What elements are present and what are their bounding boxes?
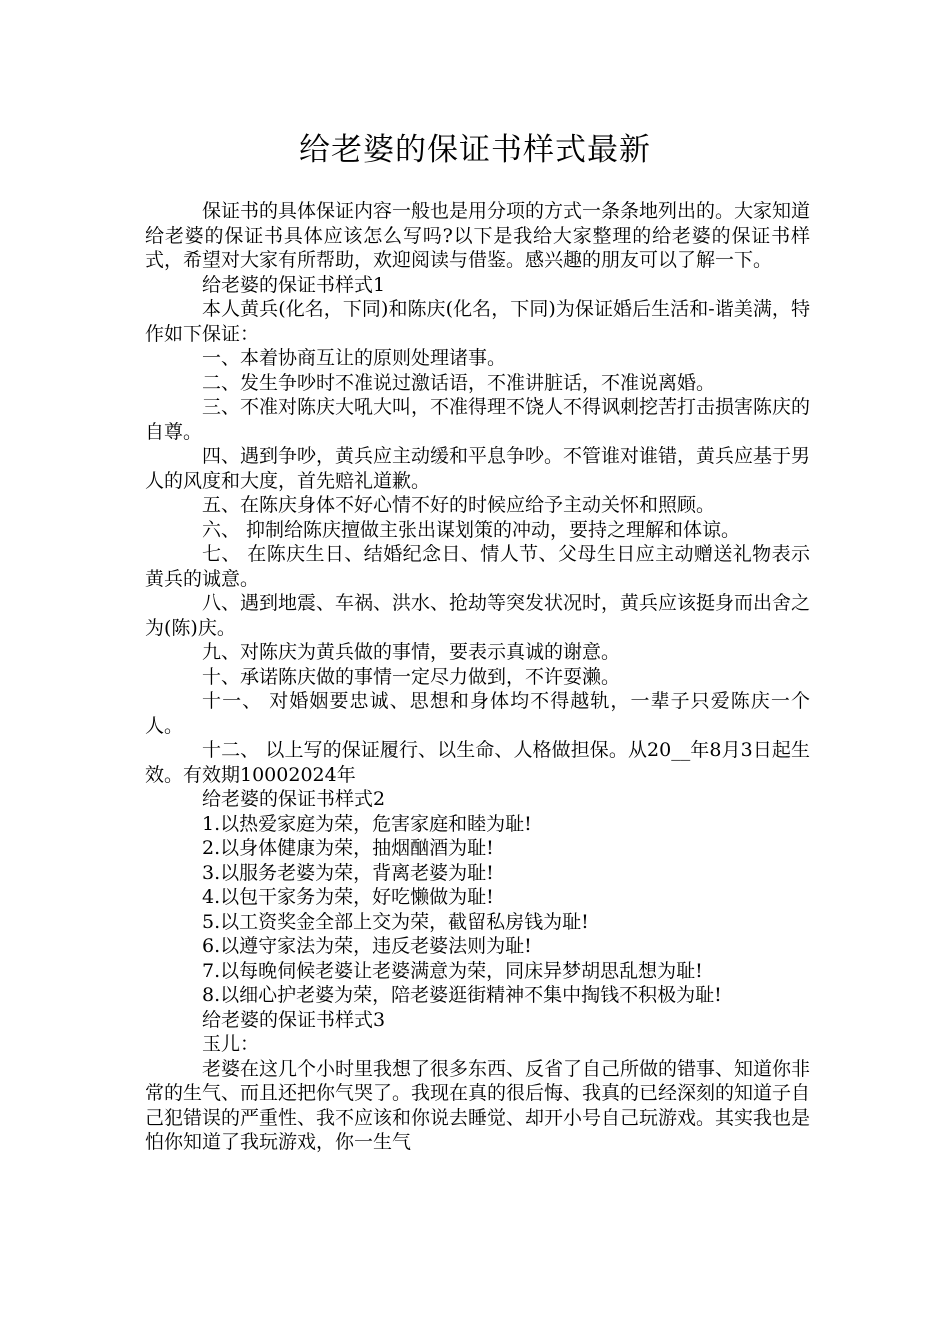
rule-item: 3.以服务老婆为荣，背离老婆为耻!: [202, 861, 494, 884]
pledge-item: 一、本着协商互让的原则处理诸事。: [202, 347, 507, 369]
pledge-item: 十一、 对婚姻要忠诚、思想和身体均不得越轨，一辈子只爱陈庆一个人。: [145, 690, 810, 737]
intro-paragraph: 保证书的具体保证内容一般也是用分项的方式一条条地列出的。大家知道给老婆的保证书具体应该怎么写吗?以下是我给大家整理的给老婆的保证书样式，希望对大家有所帮助，欢迎阅读与借鉴。感兴趣的朋友可以了解一下。: [145, 200, 811, 271]
pledge-item: 七、 在陈庆生日、结婚纪念日、情人节、父母生日应主动赠送礼物表示黄兵的诚意。: [145, 543, 810, 590]
rule-item: 2.以身体健康为荣，抽烟酗酒为耻!: [202, 837, 494, 859]
section-lead-paragraph: 本人黄兵(化名，下同)和陈庆(化名，下同)为保证婚后生活和-谐美满，特作如下保证：: [145, 298, 810, 345]
pledge-item: 八、遇到地震、车祸、洪水、抢劫等突发状况时，黄兵应该挺身而出舍之为(陈)庆。: [145, 592, 811, 639]
pledge-item: 十、承诺陈庆做的事情一定尽力做到，不许耍濑。: [202, 665, 621, 688]
pledge-item: 十二、 以上写的保证履行、以生命、人格做担保。从20__年8月3日起生效。有效期10002024年: [145, 739, 810, 786]
pledge-item: 四、遇到争吵，黄兵应主动缓和平息争吵。不管谁对谁错，黄兵应基于男人的风度和大度，首先赔礼道歉。: [145, 445, 811, 492]
rule-item: 6.以遵守家法为荣，违反老婆法则为耻!: [202, 935, 532, 957]
pledge-item: 九、对陈庆为黄兵做的事情，要表示真诚的谢意。: [202, 641, 621, 663]
pledge-item: 二、发生争吵时不准说过激话语，不准讲脏话，不准说离婚。: [202, 371, 716, 394]
rule-item: 5.以工资奖金全部上交为荣，截留私房钱为耻!: [202, 910, 589, 933]
section-heading: 给老婆的保证书样式2: [202, 788, 386, 810]
rule-item: 4.以包干家务为荣，好吃懒做为耻!: [202, 886, 494, 908]
rule-item: 1.以热爱家庭为荣，危害家庭和睦为耻!: [202, 812, 532, 835]
letter-paragraph: 老婆在这几个小时里我想了很多东西、反省了自己所做的错事、知道你非常的生气、而且还把你气哭了。我现在真的很后悔、我真的已经深刻的知道子自己犯错误的严重性、我不应该和你说去睡觉、却开小号自己玩游戏。其实我也是怕你知道了我玩游戏，你一生气: [145, 1057, 811, 1153]
page-title: 给老婆的保证书样式最新: [299, 132, 651, 168]
section-heading: 给老婆的保证书样式3: [202, 1008, 386, 1031]
rule-item: 8.以细心护老婆为荣，陪老婆逛街精神不集中掏钱不积极为耻!: [202, 984, 722, 1006]
pledge-item: 三、不准对陈庆大吼大叫，不准得理不饶人不得讽刺挖苦打击损害陈庆的自尊。: [145, 396, 811, 443]
section-heading: 给老婆的保证书样式1: [202, 273, 386, 296]
rule-item: 7.以每晚伺候老婆让老婆满意为荣，同床异梦胡思乱想为耻!: [202, 959, 703, 982]
pledge-item: 五、在陈庆身体不好心情不好的时候应给予主动关怀和照顾。: [202, 494, 716, 516]
letter-salutation: 玉儿：: [202, 1033, 260, 1055]
document-body: [145, 199, 810, 1155]
pledge-item: 六、 抑制给陈庆擅做主张出谋划策的冲动，要持之理解和体谅。: [202, 518, 741, 541]
